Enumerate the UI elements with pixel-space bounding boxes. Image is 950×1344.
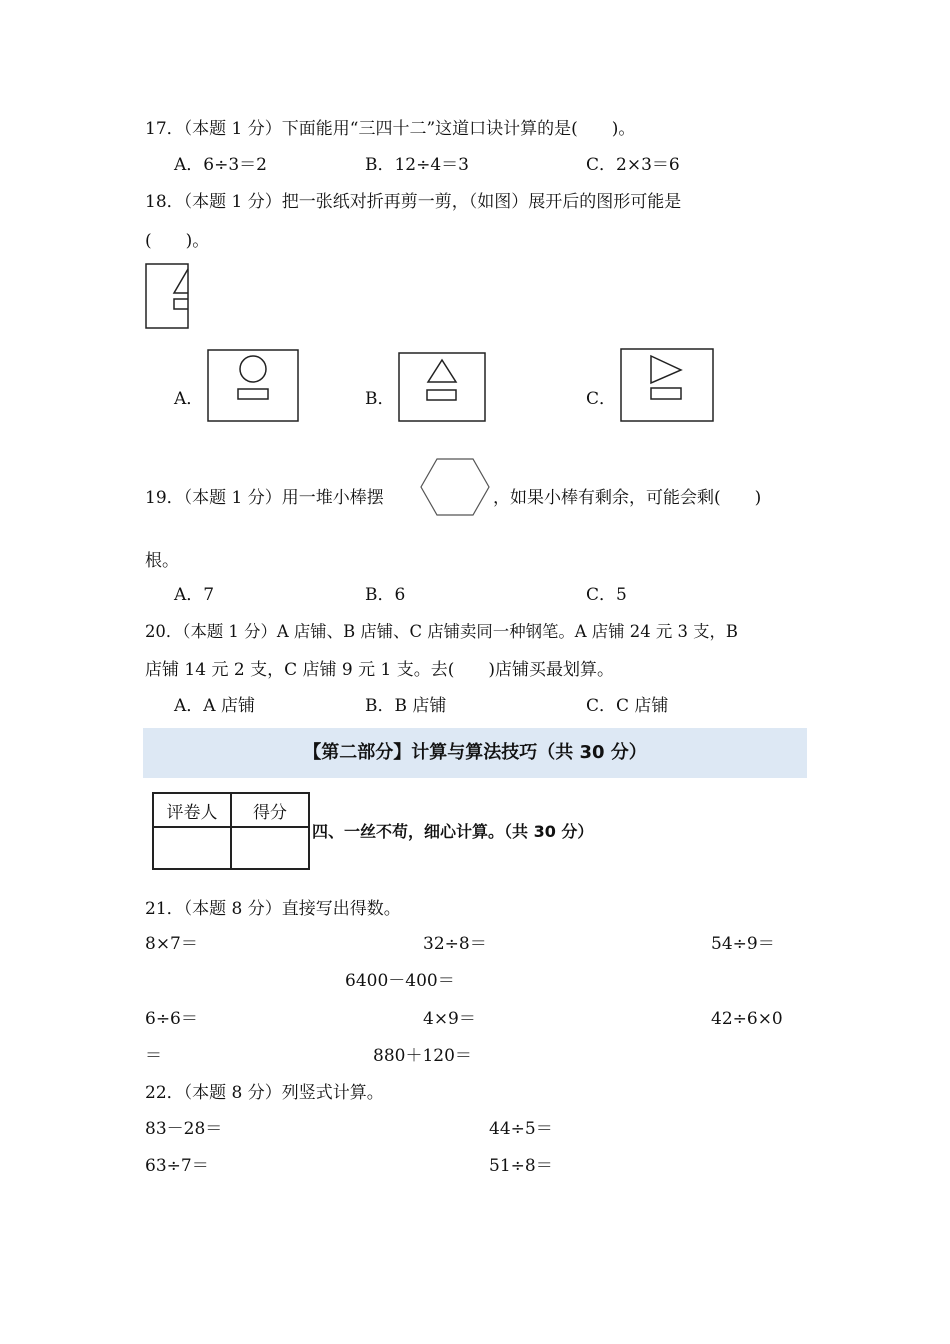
q21-stem: 21．（本题 8 分）直接写出得数。 xyxy=(145,899,401,919)
q17-stem: 17．（本题 1 分）下面能用“三四十二”这道口诀计算的是( )。 xyxy=(145,119,636,139)
q19-option-b: B．6 xyxy=(365,585,406,605)
q22-item: 51÷8＝ xyxy=(489,1156,553,1176)
q18-option-c-figure xyxy=(620,348,716,424)
q19-option-c: C．5 xyxy=(586,585,627,605)
q22-item: 44÷5＝ xyxy=(489,1119,553,1139)
paper-outline xyxy=(208,350,298,421)
q20-stem-line1: 20．（本题 1 分）A 店铺、B 店铺、C 店铺卖同一种钢笔。A 店铺 24 元 3 支，B xyxy=(145,622,738,641)
q19-stem-line2: 根。 xyxy=(145,551,179,571)
q19-stem-part1: 19．（本题 1 分）用一堆小棒摆 xyxy=(145,488,384,508)
hexagon-shape xyxy=(421,459,489,515)
q18-option-c-label: C． xyxy=(586,389,617,409)
triangle-shape xyxy=(428,360,456,382)
grader-header-score: 得分 xyxy=(231,793,309,827)
section4-title: 四、一丝不苟，细心计算。（共 30 分） xyxy=(312,822,594,841)
q21-item: 8×7＝ xyxy=(145,934,198,954)
paper-outline xyxy=(399,353,485,421)
q21-item: 6÷6＝ xyxy=(145,1009,198,1029)
rectangle-shape xyxy=(427,390,456,400)
half-triangle-cut xyxy=(174,269,188,293)
q20-option-a: A．A 店铺 xyxy=(174,696,255,716)
q20-option-c: C．C 店铺 xyxy=(586,696,669,716)
q18-option-a-label: A． xyxy=(174,389,204,409)
q22-item: 63÷7＝ xyxy=(145,1156,209,1176)
grader-table xyxy=(152,792,310,870)
q20-option-b: B．B 店铺 xyxy=(365,696,447,716)
q20-stem-line2: 店铺 14 元 2 支，C 店铺 9 元 1 支。去( )店铺买最划算。 xyxy=(145,660,614,680)
paper-outline xyxy=(621,349,713,421)
grader-reviewer-cell[interactable] xyxy=(153,827,231,869)
q21-item: 32÷8＝ xyxy=(423,934,487,954)
rectangle-shape xyxy=(238,389,268,399)
grader-score-cell[interactable] xyxy=(231,827,309,869)
q19-option-a: A．7 xyxy=(174,585,215,605)
q18-option-b-figure xyxy=(398,352,488,424)
q21-item: ＝ xyxy=(145,1046,162,1066)
q21-item: 880＋120＝ xyxy=(373,1046,472,1066)
folded-paper-outline xyxy=(146,264,188,328)
circle-shape xyxy=(240,356,266,382)
q21-item: 4×9＝ xyxy=(423,1009,476,1029)
rectangle-shape xyxy=(651,388,681,399)
half-rectangle-cut xyxy=(174,299,188,309)
q17-option-a: A．6÷3＝2 xyxy=(174,155,267,175)
hexagon-figure xyxy=(420,458,492,518)
q21-item: 6400－400＝ xyxy=(345,971,455,991)
grader-header-reviewer: 评卷人 xyxy=(153,793,231,827)
q18-option-a-figure xyxy=(207,349,301,424)
q17-option-b: B．12÷4＝3 xyxy=(365,155,470,175)
q21-item: 42÷6×0 xyxy=(711,1009,783,1029)
q22-stem: 22．（本题 8 分）列竖式计算。 xyxy=(145,1083,384,1103)
part2-banner: 【第二部分】计算与算法技巧（共 30 分） xyxy=(143,728,807,778)
sideways-triangle-shape xyxy=(651,356,681,383)
q18-stem-line2: ( )。 xyxy=(145,231,210,251)
q22-item: 83－28＝ xyxy=(145,1119,223,1139)
q18-option-b-label: B． xyxy=(365,389,395,409)
folded-paper-figure xyxy=(145,263,191,331)
q18-stem-line1: 18．（本题 1 分）把一张纸对折再剪一剪，（如图）展开后的图形可能是 xyxy=(145,192,682,212)
q21-item: 54÷9＝ xyxy=(711,934,775,954)
q19-stem-part2: ，如果小棒有剩余，可能会剩( ) xyxy=(493,488,762,508)
q17-option-c: C．2×3＝6 xyxy=(586,155,680,175)
